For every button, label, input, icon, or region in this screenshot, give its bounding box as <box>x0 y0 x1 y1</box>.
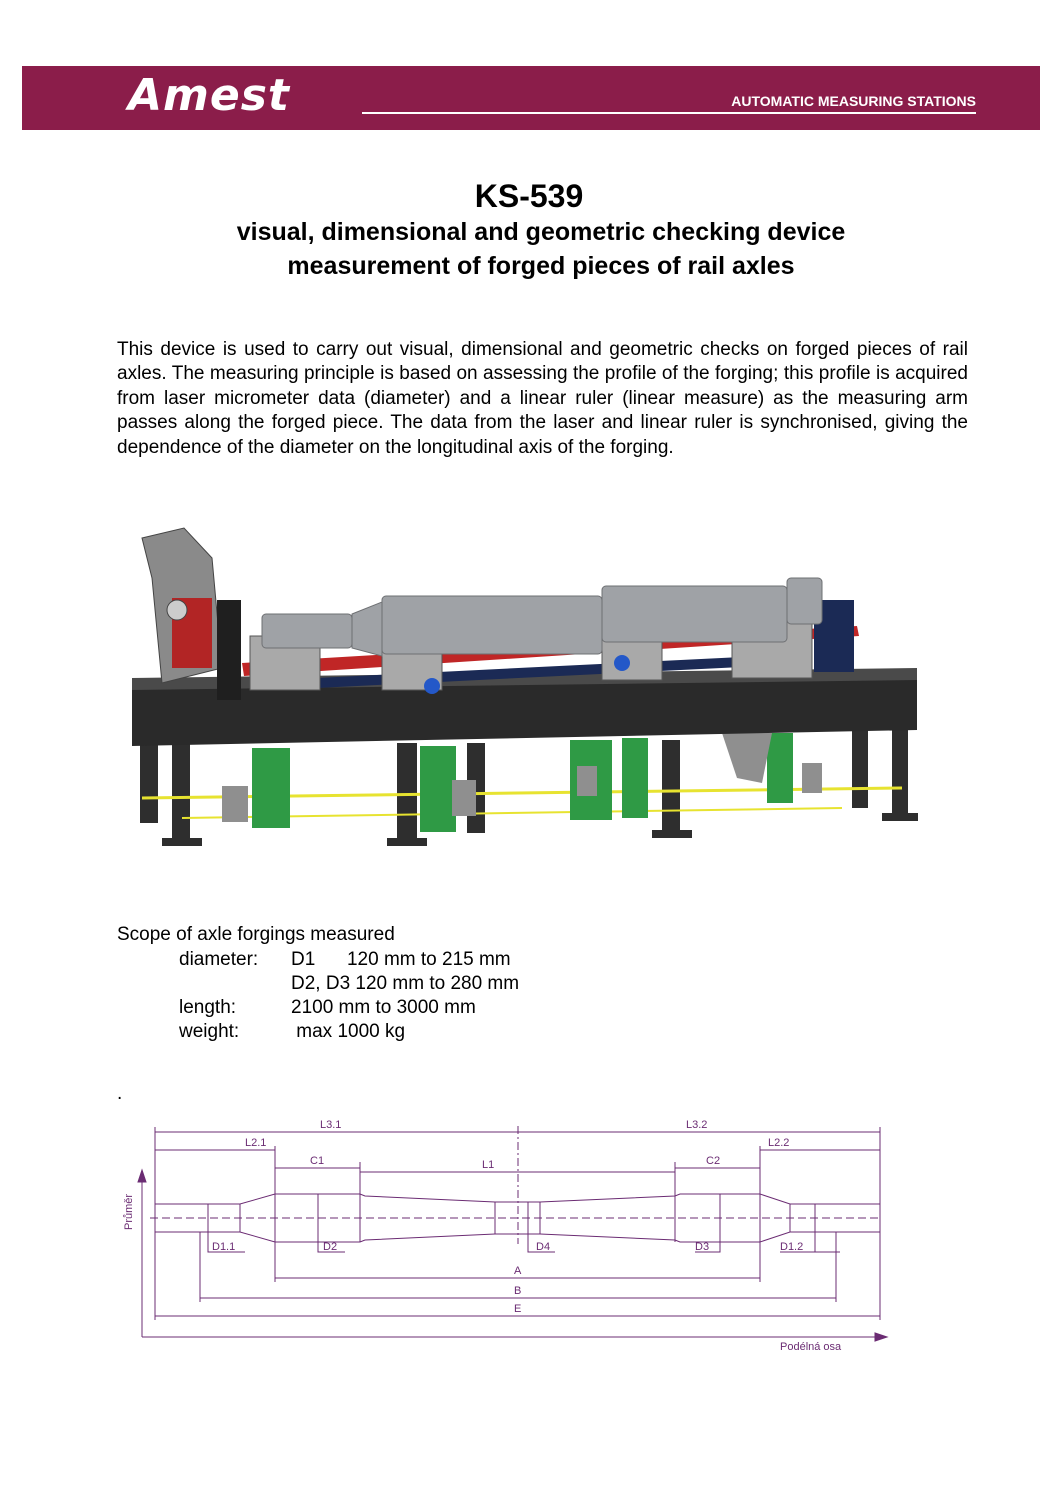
page-subtitle-2: measurement of forged pieces of rail axles <box>287 252 795 280</box>
diameter-d2-d3-value: D2, D3 120 mm to 280 mm <box>291 973 520 994</box>
scope-heading: Scope of axle forgings measured <box>117 924 395 945</box>
label-d4: D4 <box>536 1241 551 1253</box>
axle-dimension-drawing <box>120 1112 890 1357</box>
label-l22: L2.2 <box>768 1137 790 1149</box>
page-title: KS-539 <box>474 178 584 214</box>
diameter-d1-value: D1 120 mm to 215 mm <box>291 949 511 970</box>
intro-paragraph: This device is used to carry out visual, dimensional and geometric checks on forged pieces of rail axles. The measuring principle is based on assessing the profile of the forging; this profile is acquired from laser micrometer data (diameter) and a linear ruler (linear measure) as the measuring arm passes along the forged piece. The data from the laser and linear ruler is synchronised, giving the dependence of the diameter on the longitudinal axis of the forging. <box>117 339 968 458</box>
label-c2: C2 <box>706 1155 721 1167</box>
diameter-label: diameter: <box>179 949 259 970</box>
trailing-dot: . <box>117 1083 123 1104</box>
header-tagline: AUTOMATIC MEASURING STATIONS <box>731 93 976 109</box>
label-d3: D3 <box>695 1241 710 1253</box>
label-d2: D2 <box>323 1241 338 1253</box>
label-l31: L3.1 <box>320 1119 342 1131</box>
label-y-axis: Průměr <box>123 1193 135 1230</box>
label-b: B <box>514 1285 522 1297</box>
label-x-axis: Podélná osa <box>780 1341 842 1353</box>
length-value: 2100 mm to 3000 mm <box>291 997 476 1018</box>
label-d11: D1.1 <box>212 1241 236 1253</box>
label-e: E <box>514 1303 522 1315</box>
header-rule <box>362 112 976 114</box>
label-a: A <box>514 1265 522 1277</box>
label-l1: L1 <box>482 1159 495 1171</box>
label-c1: C1 <box>310 1155 325 1167</box>
weight-value: max 1000 kg <box>291 1021 406 1042</box>
label-l32: L3.2 <box>686 1119 708 1131</box>
label-l21: L2.1 <box>245 1137 267 1149</box>
length-label: length: <box>179 997 237 1018</box>
weight-label: weight: <box>179 1021 240 1042</box>
label-d12: D1.2 <box>780 1241 804 1253</box>
machine-illustration <box>122 518 922 870</box>
page-subtitle-1: visual, dimensional and geometric checking device <box>236 218 846 246</box>
brand-logo: Amest <box>128 70 290 121</box>
